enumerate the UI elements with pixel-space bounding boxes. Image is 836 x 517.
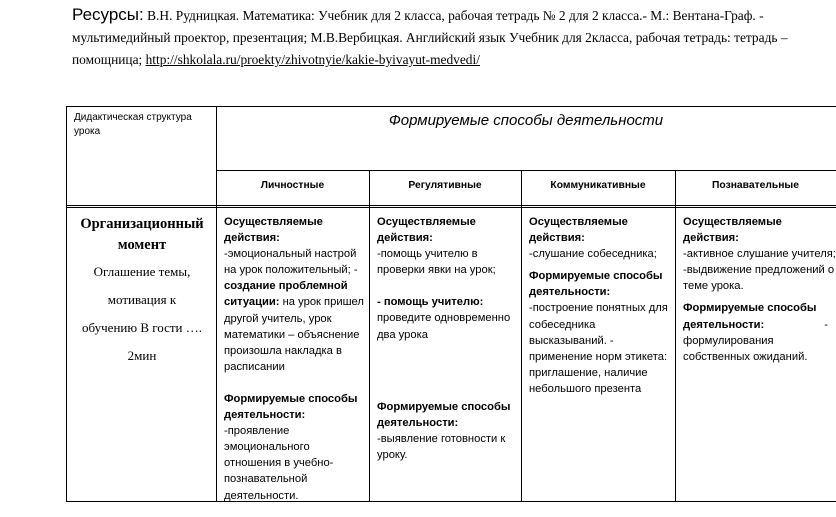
regulative-help-heading: - помощь учителю: bbox=[377, 296, 484, 309]
table-border-top bbox=[66, 106, 836, 107]
resources-link[interactable]: http://shkolala.ru/proekty/zhivotnyie/kakie-byivayut-medvedi/ bbox=[145, 52, 480, 67]
formed-methods-header: Формируемые способы деятельности bbox=[388, 112, 664, 129]
resources-label: Ресурсы: bbox=[72, 5, 144, 24]
didactic-structure-header: Дидактическая структура урока bbox=[74, 112, 192, 137]
cognitive-methods-dash: - bbox=[824, 318, 828, 331]
personal-methods-text: -проявление эмоционального отношения в учебно-познавательной деятельности. bbox=[224, 425, 334, 502]
cognitive-methods-heading: Формируемые способы деятельности: bbox=[683, 302, 817, 331]
resources-text: В.Н. Рудницкая. Математика: Учебник для 2 класса, рабочая тетрадь № 2 для 2 класса.- М.: Вентана-Граф. - мультимедийный проектор, презентация; М.В.Вербицкая. Английский язык Учебник для 2класса, рабочая тетрадь: тетрадь – помощница; bbox=[72, 8, 788, 67]
communicative-actions-text: -слушание собеседника; bbox=[529, 248, 657, 261]
regulative-methods-heading: Формируемые способы деятельности: bbox=[377, 400, 511, 429]
table-border-bottom bbox=[66, 501, 836, 502]
personal-methods-heading: Формируемые способы деятельности: bbox=[224, 392, 358, 422]
table-divider-2 bbox=[521, 170, 522, 502]
stage-title-1: Организационный bbox=[80, 216, 204, 232]
table-line-body bbox=[66, 205, 836, 206]
table-divider-1 bbox=[369, 170, 370, 502]
cognitive-cell bbox=[683, 214, 836, 365]
regulative-methods-text: -выявление готовности к уроку. bbox=[377, 432, 506, 461]
communicative-methods-heading: Формируемые способы деятельности: bbox=[529, 270, 663, 299]
communicative-methods-text: -построение понятных для собеседника высказываний. - применение норм этикета: приглашение, наличие небольшого презента bbox=[529, 302, 668, 395]
column-header-personal: Личностные bbox=[260, 180, 325, 191]
table-divider-3 bbox=[675, 170, 676, 502]
stage-title-2: момент bbox=[117, 237, 167, 253]
personal-actions-text: -эмоциональный настрой на урок положительный; - bbox=[224, 248, 358, 277]
cognitive-methods-text: формулирования собственных ожиданий. bbox=[683, 334, 808, 363]
column-header-regulative: Регулятивные bbox=[408, 180, 482, 191]
stage-line-4: 2мин bbox=[127, 348, 157, 363]
lesson-table bbox=[66, 106, 836, 502]
cognitive-actions-heading: Осуществляемые действия: bbox=[683, 216, 782, 245]
personal-problem-heading: создание проблемной ситуации: bbox=[224, 280, 348, 309]
stage-line-1: Оглашение темы, bbox=[93, 264, 191, 279]
table-border-left bbox=[66, 106, 67, 502]
table-divider-stage bbox=[216, 106, 217, 502]
personal-cell bbox=[224, 214, 367, 504]
regulative-help-text: проведите одновременно два урока bbox=[377, 312, 511, 341]
stage-line-3: обучению В гости …. bbox=[82, 320, 202, 335]
regulative-actions-heading: Осуществляемые действия: bbox=[377, 216, 476, 245]
regulative-cell bbox=[377, 214, 517, 463]
communicative-actions-heading: Осуществляемые действия: bbox=[529, 216, 628, 245]
regulative-actions-text: -помощь учителю в проверки явки на урок; bbox=[377, 248, 496, 277]
personal-problem-text: на урок пришел другой учитель, урок математики – объяснение произошла накладка в расписании bbox=[224, 296, 364, 373]
column-header-communicative: Коммуникативные bbox=[550, 180, 646, 191]
cognitive-actions-text: -активное слушание учителя; -выдвижение предложений о теме урока. bbox=[683, 248, 836, 293]
stage-line-2: мотивация к bbox=[107, 292, 177, 307]
stage-cell bbox=[68, 214, 216, 370]
column-header-cognitive: Познавательные bbox=[712, 180, 799, 191]
communicative-cell bbox=[529, 214, 673, 397]
table-line-subheader bbox=[216, 170, 836, 171]
resources-paragraph bbox=[72, 4, 802, 71]
table-line-body-double bbox=[66, 207, 836, 208]
personal-actions-heading: Осуществляемые действия: bbox=[224, 216, 323, 245]
